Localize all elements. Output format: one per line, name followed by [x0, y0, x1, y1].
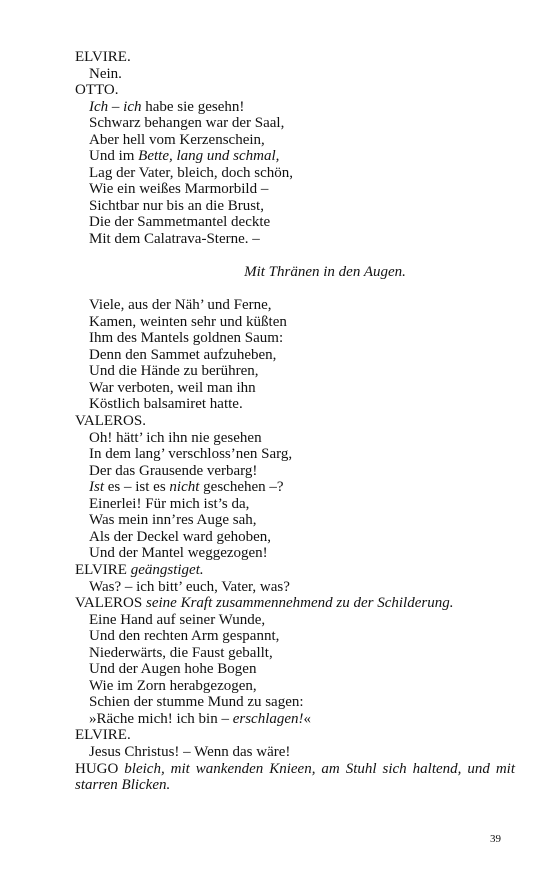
verse-line [75, 148, 515, 165]
verse-line [75, 380, 515, 397]
text: VALEROS [75, 595, 146, 612]
speaker-line [75, 595, 515, 612]
text: Viele, aus der Näh’ und Ferne, [89, 297, 272, 314]
text: Schien der stumme Mund zu sagen: [89, 694, 304, 711]
text: Köstlich balsamiret hatte. [89, 396, 243, 413]
verse-line [75, 678, 515, 695]
text: Nein. [89, 65, 122, 82]
text: Denn den Sammet aufzuheben, [89, 346, 277, 363]
text: Einerlei! Für mich ist’s da, [89, 495, 250, 512]
verse-line [75, 66, 515, 83]
verse-line [75, 115, 515, 132]
verse-line [75, 496, 515, 513]
verse-line [75, 198, 515, 215]
verse-line [75, 529, 515, 546]
text: « [303, 710, 312, 727]
page-number: 39 [490, 833, 501, 845]
verse-line [75, 330, 515, 347]
text: Und der Augen hohe Bogen [89, 661, 257, 678]
text: – [108, 98, 124, 115]
italic-text: Ist [89, 479, 104, 496]
text: Ihm des Mantels goldnen Saum: [89, 330, 284, 347]
verse-line [75, 545, 515, 562]
speaker-line [75, 49, 515, 66]
stage-direction [75, 264, 515, 281]
text: Jesus Christus! – Wenn das wäre! [89, 743, 291, 760]
text: Lag der Vater, bleich, doch schön, [89, 164, 294, 181]
verse-line [75, 612, 515, 629]
text: Kamen, weinten sehr und küßten [89, 313, 287, 330]
verse-line [75, 297, 515, 314]
verse-line [75, 579, 515, 596]
verse-line [75, 231, 515, 248]
verse-line [75, 661, 515, 678]
verse-line [75, 363, 515, 380]
text: Eine Hand auf seiner Wunde, [89, 611, 266, 628]
text: Sichtbar nur bis an die Brust, [89, 197, 264, 214]
play-text [75, 49, 515, 794]
text: Und den rechten Arm gespannt, [89, 628, 280, 645]
text: Wie im Zorn herabgezogen, [89, 677, 257, 694]
text: Wie ein weißes Marmorbild – [89, 181, 269, 198]
verse-line [75, 694, 515, 711]
blank-line [75, 281, 515, 298]
text: Und im [89, 148, 139, 165]
verse-line [75, 446, 515, 463]
text: VALEROS. [75, 413, 146, 430]
italic-text: Mit Thränen in den Augen. [244, 264, 406, 281]
verse-line [75, 430, 515, 447]
text: Aber hell vom Kerzenschein, [89, 131, 265, 148]
verse-line [75, 463, 515, 480]
speaker-line [75, 413, 515, 430]
text: Was mein inn’res Auge sah, [89, 512, 257, 529]
text: Und die Hände zu berühren, [89, 363, 259, 380]
text: Und der Mantel weggezogen! [89, 545, 268, 562]
verse-line [75, 628, 515, 645]
text: Der das Grausende verbarg! [89, 462, 258, 479]
italic-text: ich [123, 98, 142, 115]
italic-text: erschlagen! [232, 710, 304, 727]
text: War verboten, weil man ihn [89, 379, 256, 396]
text: ELVIRE. [75, 727, 131, 744]
verse-line [75, 314, 515, 331]
text: OTTO. [75, 82, 119, 99]
text: ELVIRE. [75, 49, 131, 65]
verse-line [75, 512, 515, 529]
text: Niederwärts, die Faust geballt, [89, 644, 273, 661]
verse-line [75, 479, 515, 496]
speaker-line [75, 562, 515, 579]
text: Die der Sammetmantel deckte [89, 214, 271, 231]
verse-line [75, 711, 515, 728]
text: Als der Deckel ward gehoben, [89, 528, 272, 545]
italic-text: Ich [89, 98, 109, 115]
speaker-line [75, 82, 515, 99]
speaker-line [75, 761, 515, 794]
blank-line [75, 248, 515, 265]
verse-line [75, 645, 515, 662]
speaker-line [75, 727, 515, 744]
italic-text: bleich, mit wankenden Knieen, am Stuhl sich haltend, und mit starren Blicken. [75, 760, 515, 794]
text: HUGO [75, 760, 125, 777]
text: habe sie gesehn! [141, 98, 245, 115]
text: es – ist es [104, 479, 170, 496]
verse-line [75, 181, 515, 198]
verse-line [75, 347, 515, 364]
text: geschehen –? [199, 479, 284, 496]
verse-line [75, 396, 515, 413]
text: Oh! hätt’ ich ihn nie gesehen [89, 429, 262, 446]
verse-line [75, 744, 515, 761]
text: In dem lang’ verschloss’nen Sarg, [89, 446, 293, 463]
italic-text: geängstiget. [130, 561, 204, 578]
italic-text: nicht [169, 479, 200, 496]
verse-line [75, 165, 515, 182]
verse-line [75, 214, 515, 231]
text: ELVIRE [75, 561, 131, 578]
text: »Räche mich! ich bin – [89, 710, 233, 727]
text: Mit dem Calatrava-Sterne. – [89, 231, 260, 248]
text: Schwarz behangen war der Saal, [89, 115, 285, 132]
text: Was? – ich bitt’ euch, Vater, was? [89, 578, 290, 595]
italic-text: Bette, lang und schmal, [138, 148, 280, 165]
italic-text: seine Kraft zusammennehmend zu der Schilderung. [146, 595, 454, 612]
verse-line [75, 99, 515, 116]
verse-line [75, 132, 515, 149]
